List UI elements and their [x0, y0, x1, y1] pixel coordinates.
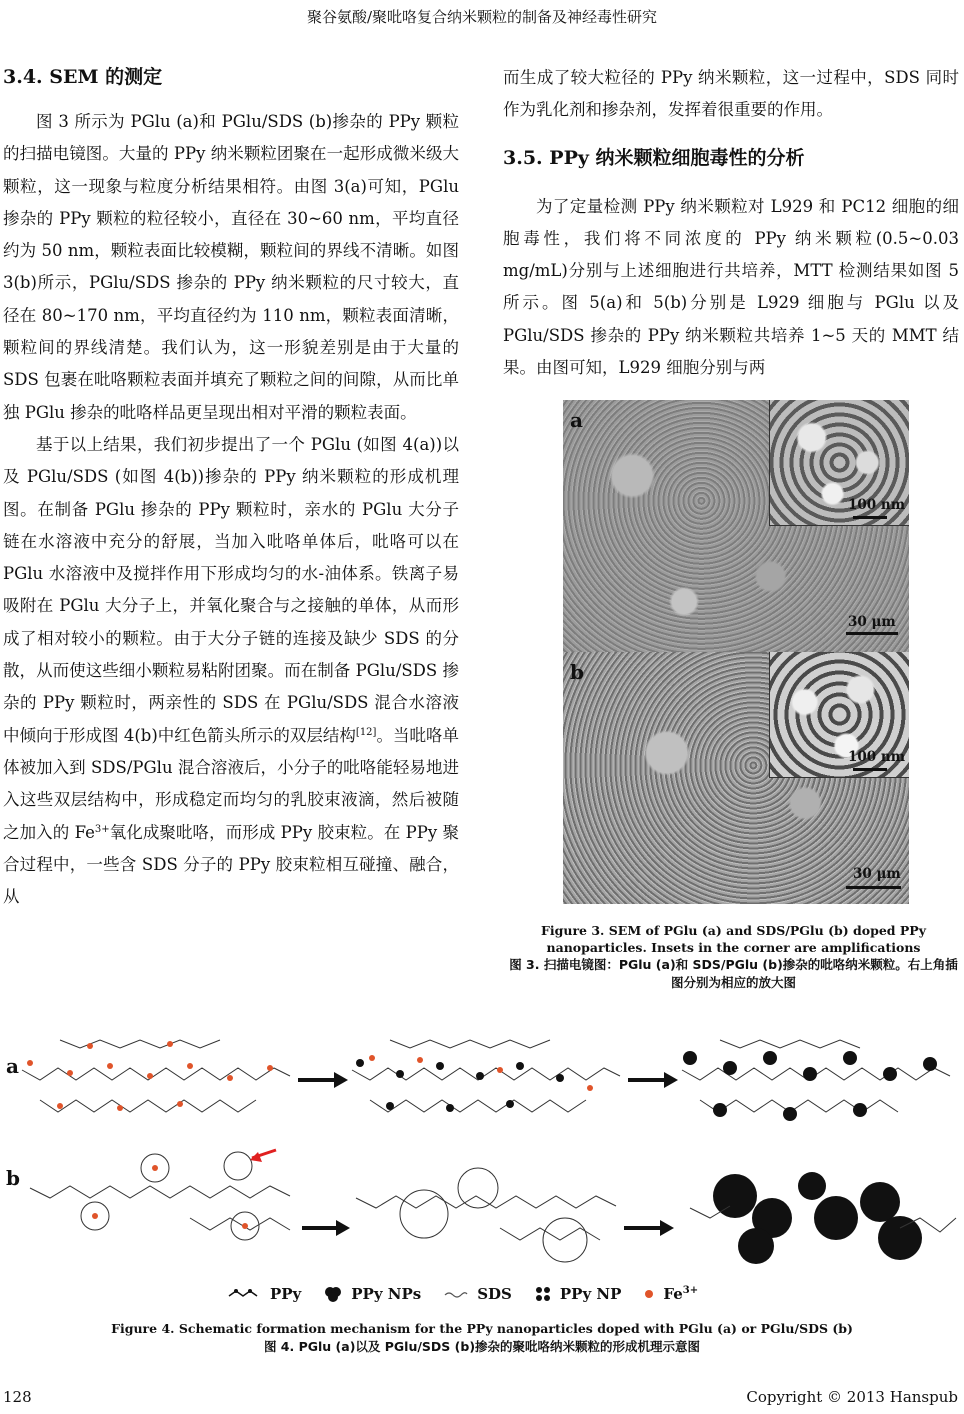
row-label-a: a	[6, 1054, 19, 1078]
section-heading-3-4: 3.4. SEM 的测定	[3, 66, 163, 88]
main-scale-bar-b	[846, 886, 901, 889]
right-column	[503, 62, 959, 384]
inset-scale-bar-b	[853, 768, 887, 771]
ppy-chain-icon	[228, 1288, 262, 1300]
mechanism-text-3: 氧化成聚吡咯，而形成 PPy 胶束粒。在 PPy 聚合过程中，一些含 SDS 分子的 PPy 胶束粒相互碰撞、融合，从	[3, 822, 459, 907]
row-b-micelles	[81, 1152, 259, 1240]
figure-3-sem-image	[563, 400, 909, 904]
arrow-b-2-head	[660, 1220, 674, 1236]
row-b-stage-3	[713, 1172, 922, 1264]
left-column	[3, 62, 459, 913]
legend-label-ppy: PPy	[270, 1285, 302, 1303]
copyright-notice: Copyright © 2013 Hanspub	[746, 1388, 958, 1406]
mechanism-diagram-svg	[0, 1018, 964, 1280]
legend-ppy	[228, 1285, 301, 1303]
inset-scale-label-a: 100 nm	[848, 497, 905, 513]
legend-label-sds: SDS	[477, 1285, 512, 1303]
page-number: 128	[3, 1388, 32, 1406]
row-a-fe-dots	[27, 1041, 273, 1111]
running-head: 聚谷氨酸/聚吡咯复合纳米颗粒的制备及神经毒性研究	[306, 8, 658, 26]
main-scale-label-b: 30 μm	[853, 866, 901, 882]
figure-4-legend	[228, 1284, 720, 1304]
legend-fe	[643, 1285, 698, 1303]
figure-4-caption-en: Figure 4. Schematic formation mechanism for the PPy nanoparticles doped with PGlu (a) or PGlu/SDS (b)	[111, 1321, 853, 1336]
paragraph-mechanism	[3, 429, 459, 913]
main-scale-label-a: 30 μm	[848, 614, 896, 630]
paragraph-cytotoxicity: 为了定量检测 PPy 纳米颗粒对 L929 和 PC12 细胞的细胞毒性，我们将不同浓度的 PPy 纳米颗粒(0.5~0.03 mg/mL)分别与上述细胞进行共培养，MTT 检测结果如图 5 所示。图 5(a)和 5(b)分别是 L929 细胞与 PGlu 以及 PGlu/SDS 掺杂的 PPy 纳米颗粒共培养 1~5 天的 MMT 结果。由图可知，L929 细胞分别与两	[503, 196, 959, 378]
paragraph-continued: 而生成了较大粒径的 PPy 纳米颗粒，这一过程中，SDS 同时作为乳化剂和掺杂剂，发挥着很重要的作用。	[503, 68, 959, 120]
legend-label-fe: $Fe^{3+}$	[663, 1285, 699, 1303]
mechanism-text-2: 。当吡咯单体被加入到 SDS/PGlu 混合溶液后，小分子的吡咯能轻易地进入这些双层结构中，形成稳定而均匀的乳胶束液滴，然后被随之加入的 Fe	[3, 725, 460, 842]
row-b-stage-1	[30, 1186, 290, 1230]
row-a-stage-2	[352, 1040, 620, 1112]
figure-4-caption	[0, 1320, 964, 1356]
panel-label-b: b	[570, 660, 584, 684]
arrow-a-2-head	[664, 1072, 678, 1088]
sem-panel-b	[563, 652, 909, 904]
section-heading-3-5: 3.5. PPy 纳米颗粒细胞毒性的分析	[503, 146, 805, 169]
ppy-np-particle-icon	[534, 1285, 552, 1303]
row-b-stage-1-fe	[92, 1165, 248, 1229]
figure-3-caption-zh: 图 3. 扫描电镜图：PGlu (a)和 SDS/PGlu (b)掺杂的吡咯纳米颗粒。右上角插图分别为相应的放大图	[509, 957, 958, 990]
figure-3-caption	[503, 922, 964, 992]
inset-scale-label-b: 100 nm	[848, 749, 905, 765]
ppy-nps-cluster-icon	[323, 1284, 343, 1304]
row-a-stage-1	[22, 1040, 290, 1112]
inset-scale-bar-a	[853, 516, 887, 519]
row-label-b: b	[6, 1166, 20, 1190]
row-a-stage-3-clusters	[683, 1051, 937, 1121]
panel-label-a: a	[570, 408, 583, 432]
fe-ion-icon	[643, 1288, 655, 1300]
figure-3-caption-en: Figure 3. SEM of PGlu (a) and SDS/PGlu (b) doped PPy nanoparticles. Insets in the corner are amplifications	[541, 923, 926, 955]
sem-inset-b	[769, 652, 909, 778]
main-scale-bar-a	[846, 632, 898, 635]
sds-molecule-icon	[443, 1289, 469, 1299]
fe-superscript: 3+	[94, 823, 110, 835]
sem-inset-a	[769, 400, 909, 526]
arrow-a-1-head	[334, 1072, 348, 1088]
legend-sds	[443, 1285, 512, 1303]
arrow-b-1-head	[336, 1220, 350, 1236]
figure-4-caption-zh: 图 4. PGlu (a)以及 PGlu/SDS (b)掺杂的聚吡咯纳米颗粒的形成机理示意图	[263, 1339, 701, 1354]
row-a-stage-2-particles	[356, 1059, 564, 1112]
legend-ppy-nps	[323, 1284, 421, 1304]
paragraph-sem-results: 图 3 所示为 PGlu (a)和 PGlu/SDS (b)掺杂的 PPy 颗粒的扫描电镜图。大量的 PPy 纳米颗粒团聚在一起形成微米级大颗粒，这一现象与粒度分析结果相符。由图 3(a)可知，PGlu 掺杂的 PPy 颗粒的粒径较小，直径在 30~60 nm，平均直径约为 50 nm，颗粒表面比较模糊，颗粒间的界线不清晰。如图 3(b)所示，PGlu/SDS 掺杂的 PPy 纳米颗粒的尺寸较大，直径在 80~170 nm，平均直径约为 110 nm，颗粒表面清晰，颗粒间的界线清楚。我们认为，这一形貌差别是由于大量的 SDS 包裹在吡咯颗粒表面并填充了颗粒之间的间隙，从而比单独 PGlu 掺杂的吡咯样品更呈现出相对平滑的颗粒表面。	[3, 112, 459, 422]
mechanism-text-1: 基于以上结果，我们初步提出了一个 PGlu (如图 4(a))以及 PGlu/SDS (如图 4(b))掺杂的 PPy 纳米颗粒的形成机理图。在制备 PGlu 掺杂的 PPy 颗粒时，亲水的 PGlu 大分子链在水溶液中充分的舒展，当加入吡咯单体后，吡咯可以在 PGlu 水溶液中及搅拌作用下形成均匀的水-油体系。铁离子易吸附在 PGlu 大分子上，并氧化聚合与之接触的单体，从而形成了相对较小的颗粒。由于大分子链的连接及缺少 SDS 的分散，从而使这些细小颗粒易粘附团聚。而在制备 PGlu/SDS 掺杂的 PPy 颗粒时，两亲性的 SDS 在 PGlu/SDS 混合水溶液中倾向于形成图 4(b)中红色箭头所示的双层结构	[3, 434, 459, 745]
legend-ppy-np	[534, 1285, 622, 1303]
figure-4-schematic	[0, 1018, 964, 1318]
reference-citation[interactable]: [12]	[355, 726, 377, 738]
row-b-stage-2	[356, 1168, 616, 1262]
sem-panel-a	[563, 400, 909, 652]
legend-label-ppy-np: PPy NP	[559, 1285, 622, 1303]
legend-label-ppy-nps: PPy NPs	[351, 1285, 422, 1303]
